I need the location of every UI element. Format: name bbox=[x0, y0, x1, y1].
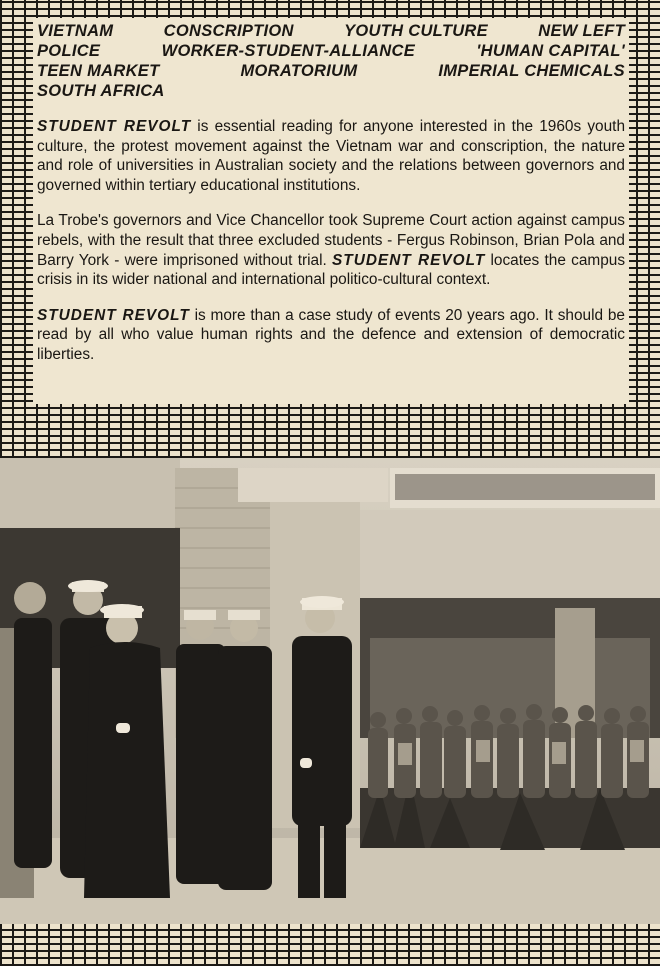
blurb-paragraph-1 bbox=[37, 117, 625, 195]
keyword: TEEN MARKET bbox=[37, 62, 160, 80]
paragraph-text: is more than a case study of events 20 years ago. It should be read by all who value human rights and the defence and extension of democratic liberties. bbox=[37, 306, 625, 363]
keyword: VIETNAM bbox=[37, 22, 114, 40]
keyword-row-1 bbox=[37, 21, 625, 41]
keyword: WORKER-STUDENT-ALLIANCE bbox=[161, 42, 416, 60]
blurb-paragraph-2 bbox=[37, 211, 625, 289]
police-and-students-photo-illustration bbox=[0, 458, 660, 924]
keyword: NEW LEFT bbox=[538, 22, 625, 40]
keyword-list bbox=[37, 21, 625, 101]
keyword-row-4 bbox=[37, 81, 625, 101]
keyword-row-2 bbox=[37, 41, 625, 61]
brick-pattern-border-bottom bbox=[0, 924, 660, 966]
paragraph-text: locates the campus crisis in its wider national and international politico-cultural context. bbox=[37, 251, 626, 289]
book-title-reference: STUDENT REVOLT bbox=[37, 118, 192, 135]
paragraph-text: La Trobe's governors and Vice Chancellor took Supreme Court action against campus rebels, with the result that three excluded students - Fergus Robinson, Brian Pola and Barry York - were imprisoned without trial. bbox=[37, 212, 625, 269]
book-title-reference: STUDENT REVOLT bbox=[332, 251, 486, 269]
keyword-row-3 bbox=[37, 61, 625, 81]
keyword: IMPERIAL CHEMICALS bbox=[438, 62, 625, 80]
paragraph-text: is essential reading for anyone interested in the 1960s youth culture, the protest movement against the Vietnam war and conscription, the nature and role of universities in Australian society and the relations between governors and governed within tertiary educational institutions. bbox=[37, 118, 625, 194]
protest-photograph bbox=[0, 458, 660, 924]
keyword: 'HUMAN CAPITAL' bbox=[476, 42, 625, 60]
keyword: YOUTH CULTURE bbox=[344, 22, 488, 40]
book-title-reference: STUDENT REVOLT bbox=[37, 306, 190, 324]
keyword: CONSCRIPTION bbox=[163, 22, 294, 40]
keyword: POLICE bbox=[37, 42, 101, 60]
blurb-paragraph-3 bbox=[37, 306, 625, 365]
back-cover-text-panel bbox=[33, 18, 629, 404]
keyword: MORATORIUM bbox=[240, 62, 358, 80]
keyword: SOUTH AFRICA bbox=[37, 82, 165, 100]
